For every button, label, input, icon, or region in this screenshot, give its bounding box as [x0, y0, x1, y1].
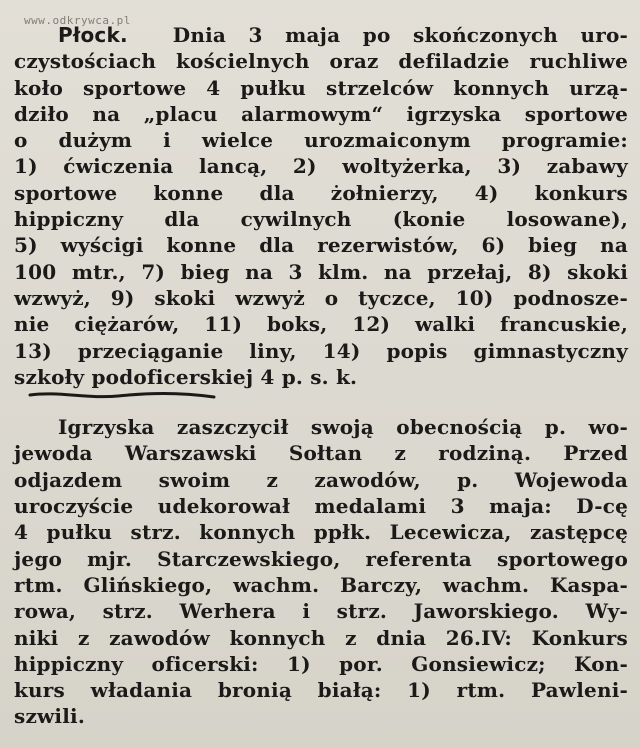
article-line: szkoły podoficerskiej 4 p. s. k.	[14, 364, 358, 389]
paragraph-2	[14, 414, 628, 730]
article-line: o dużym i wielce urozmaiconym programie:	[14, 128, 628, 153]
article-line: kurs władania bronią białą: 1) rtm. Pawleni-	[14, 678, 628, 703]
article-line: 100 mtr., 7) bieg na 3 klm. na przełaj, 8) skoki	[14, 259, 628, 284]
article-line: odjazdem swoim z zawodów, p. Wojewoda	[14, 467, 628, 492]
ink-underline-mark	[28, 389, 216, 403]
article-line: hippiczny dla cywilnych (konie losowane),	[14, 207, 628, 232]
article-line: jego mjr. Starczewskiego, referenta sportowego	[14, 546, 628, 571]
article-line: 4 pułku strz. konnych ppłk. Lecewicza, zastępcę	[14, 520, 628, 545]
article-line: uroczyście udekorował medalami 3 maja: D-cę	[14, 494, 628, 519]
article-line: rowa, strz. Werhera i strz. Jaworskiego. Wy-	[14, 599, 628, 624]
article-line: 1) ćwiczenia lancą, 2) woltyżerka, 3) zabawy	[14, 154, 628, 179]
article-line: wzwyż, 9) skoki wzwyż o tyczce, 10) podnosze-	[14, 285, 628, 310]
paragraph-1	[14, 22, 628, 390]
article-line: 13) przeciąganie liny, 14) popis gimnastyczny	[14, 338, 628, 363]
article-line: sportowe konne dla żołnierzy, 4) konkurs	[14, 180, 628, 205]
article	[14, 22, 628, 730]
article-line	[14, 22, 628, 48]
article-line: czystościach kościelnych oraz defiladzie ruchliwe	[14, 49, 628, 74]
article-line-text: Dnia 3 maja po skończonych uro-	[172, 23, 628, 47]
article-line: nie ciężarów, 11) boks, 12) walki francuskie,	[14, 312, 628, 337]
article-line: Igrzyska zaszczycił swoją obecnością p. wo-	[58, 415, 628, 440]
article-line: niki z zawodów konnych z dnia 26.IV: Konkurs	[14, 625, 628, 650]
article-line: koło sportowe 4 pułku strzelców konnych urzą-	[14, 75, 628, 100]
article-line: szwili.	[14, 704, 85, 729]
article-line: hippiczny oficerski: 1) por. Gonsiewicz; Kon-	[14, 651, 628, 676]
article-line: rtm. Glińskiego, wachm. Barczy, wachm. Kaspa-	[14, 572, 628, 597]
article-line: jewoda Warszawski Sołtan z rodziną. Przed	[14, 441, 628, 466]
article-line: dziło na „placu alarmowym“ igrzyska sportowe	[14, 101, 628, 126]
watermark: www.odkrywca.pl	[24, 14, 131, 27]
article-line: 5) wyścigi konne dla rezerwistów, 6) bieg na	[14, 233, 628, 258]
lead-word: Płock.	[58, 23, 128, 47]
